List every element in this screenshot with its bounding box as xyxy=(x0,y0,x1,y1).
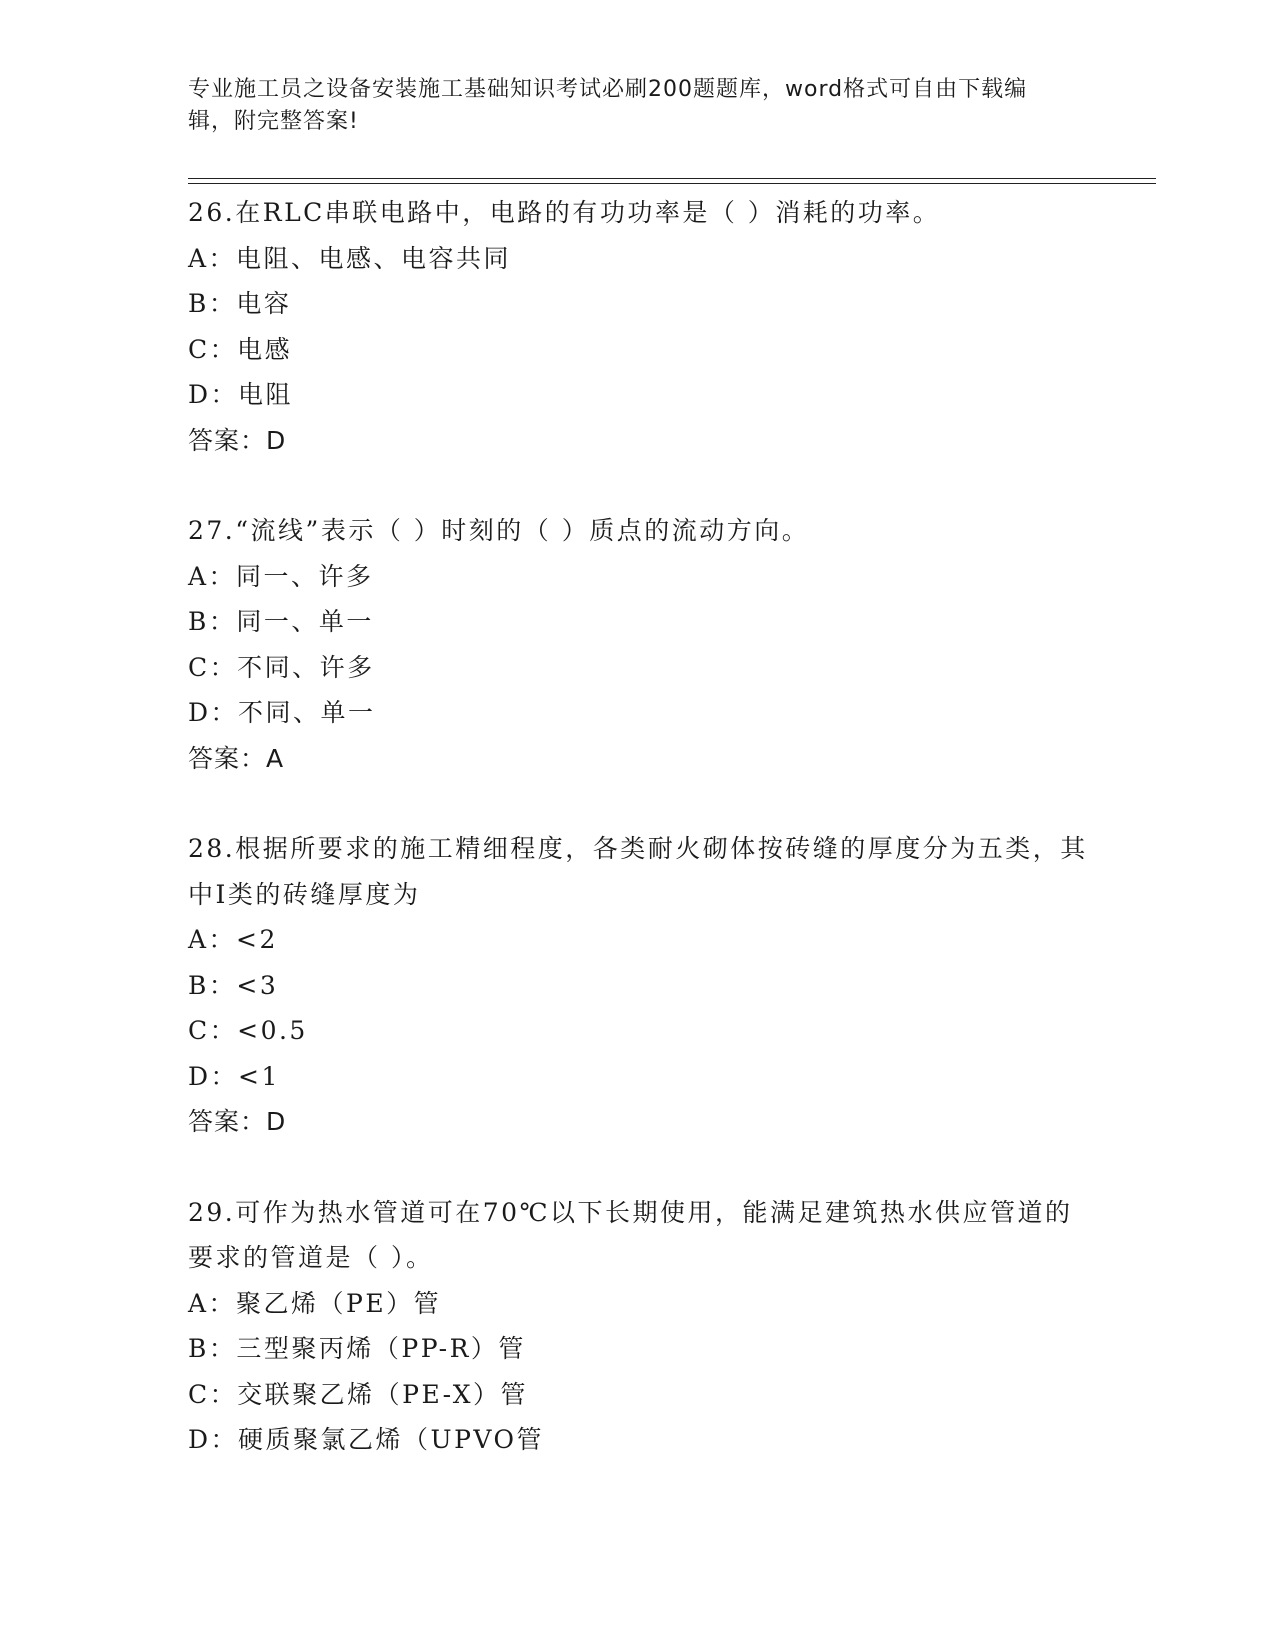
option-c: C：电感 xyxy=(188,334,293,364)
spacer xyxy=(188,463,1088,508)
question-27 xyxy=(188,508,1088,781)
question-29 xyxy=(188,1190,1088,1463)
header-divider-bottom xyxy=(188,183,1156,184)
option-b: B：电容 xyxy=(188,289,292,318)
option-c: C：交联聚乙烯（PE-X）管 xyxy=(188,1379,529,1409)
spacer xyxy=(188,1145,1088,1190)
option-d: D：不同、单一 xyxy=(188,698,376,727)
question-28 xyxy=(188,826,1088,1145)
option-b: B：三型聚丙烯（PP-R）管 xyxy=(188,1334,526,1363)
answer: 答案：D xyxy=(188,1107,287,1136)
option-a: A：聚乙烯（PE）管 xyxy=(188,1288,442,1318)
spacer xyxy=(188,781,1088,826)
document-header: 专业施工员之设备安装施工基础知识考试必刷200题题库，word格式可自由下载编辑，附完整答案! xyxy=(188,77,1028,134)
option-d: D：电阻 xyxy=(188,380,294,409)
option-a: A：<2 xyxy=(188,925,278,954)
option-d: D：硬质聚氯乙烯（UPVO管 xyxy=(188,1425,545,1454)
option-a: A：电阻、电感、电容共同 xyxy=(188,243,512,273)
question-text: 26.在RLC串联电路中，电路的有功功率是（ ）消耗的功率。 xyxy=(188,198,941,227)
question-26 xyxy=(188,190,1088,463)
option-a: A：同一、许多 xyxy=(188,561,374,591)
answer: 答案：A xyxy=(188,743,285,773)
option-d: D：<1 xyxy=(188,1061,280,1091)
answer: 答案：D xyxy=(188,425,287,455)
option-c: C：不同、许多 xyxy=(188,652,375,682)
question-text: 27.“流线”表示（ ）时刻的（ ）质点的流动方向。 xyxy=(188,516,810,545)
option-c: C：<0.5 xyxy=(188,1016,308,1045)
option-b: B：<3 xyxy=(188,970,279,1000)
header-divider-top xyxy=(188,178,1156,179)
question-list xyxy=(188,190,1088,1463)
option-b: B：同一、单一 xyxy=(188,607,374,636)
question-text: 28.根据所要求的施工精细程度，各类耐火砌体按砖缝的厚度分为五类，其中Ⅰ类的砖缝厚度为 xyxy=(188,834,1088,909)
question-text: 29.可作为热水管道可在70℃以下长期使用，能满足建筑热水供应管道的要求的管道是（ ）。 xyxy=(188,1197,1073,1272)
